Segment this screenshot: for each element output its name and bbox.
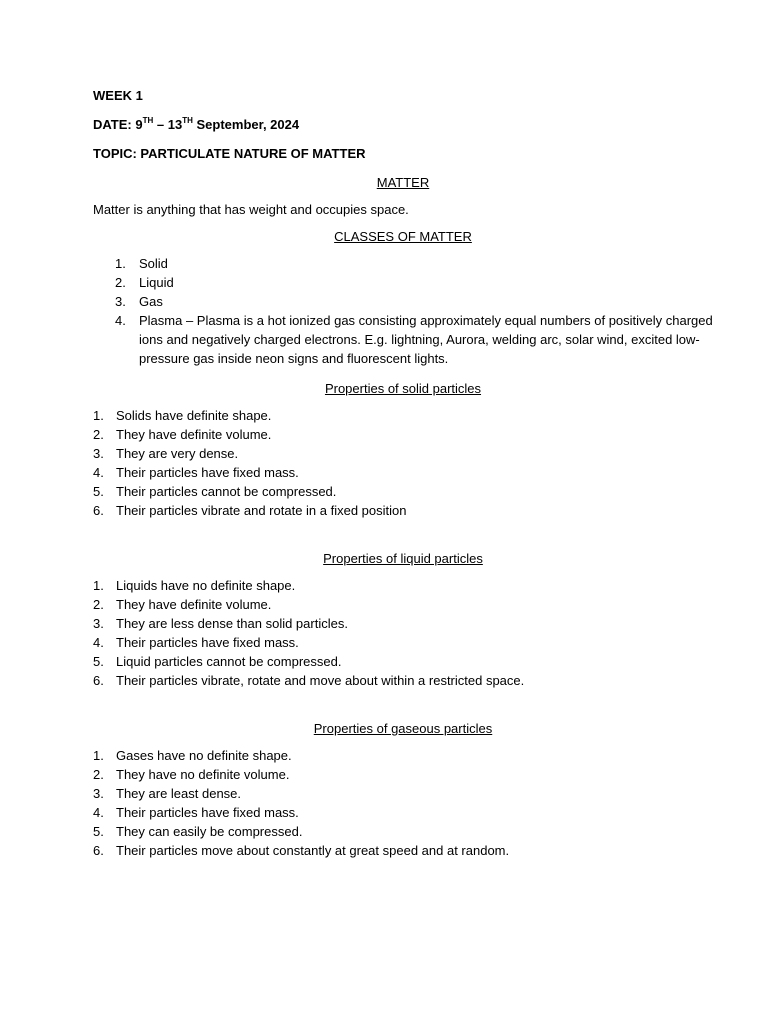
list-text: They are least dense. <box>116 786 242 801</box>
document-page <box>93 86 713 889</box>
list-number: 2. <box>115 275 126 290</box>
list-item <box>93 254 713 273</box>
list-number: 4. <box>93 465 104 480</box>
list-number: 1. <box>93 748 104 763</box>
list-number: 4. <box>93 635 104 650</box>
list-item <box>93 652 713 671</box>
list-item <box>93 765 713 784</box>
list-item <box>93 444 713 463</box>
date-heading <box>93 115 713 134</box>
list-text: Liquid <box>139 275 174 290</box>
classes-title: CLASSES OF MATTER <box>334 229 472 244</box>
date-prefix: DATE: 9 <box>93 117 143 132</box>
list-number: 2. <box>93 767 104 782</box>
list-number: 3. <box>93 446 104 461</box>
topic-heading: TOPIC: PARTICULATE NATURE OF MATTER <box>93 146 366 161</box>
list-text: They have no definite volume. <box>116 767 290 782</box>
list-number: 4. <box>115 313 126 328</box>
gas-properties-list <box>93 746 713 860</box>
list-item <box>93 425 713 444</box>
list-text: Their particles have fixed mass. <box>116 635 299 650</box>
list-number: 5. <box>93 484 104 499</box>
list-item <box>93 746 713 765</box>
liquid-properties-list <box>93 576 713 690</box>
list-number: 2. <box>93 427 104 442</box>
list-item <box>93 614 713 633</box>
list-number: 6. <box>93 673 104 688</box>
list-number: 5. <box>93 824 104 839</box>
list-text: Plasma – Plasma is a hot ionized gas consisting approximately equal numbers of positively charged ions and negatively charged electrons. E.g. lightning, Aurora, welding arc, solar wind, excited low-pressure gas inside neon signs and fluorescent lights. <box>139 313 713 366</box>
list-item <box>93 841 713 860</box>
list-number: 3. <box>93 786 104 801</box>
solid-properties-list <box>93 406 713 520</box>
list-text: They have definite volume. <box>116 597 272 612</box>
list-number: 1. <box>93 578 104 593</box>
list-number: 3. <box>93 616 104 631</box>
date-superscript-end: TH <box>182 115 193 125</box>
list-item <box>93 595 713 614</box>
list-item <box>93 463 713 482</box>
list-item <box>93 576 713 595</box>
list-number: 5. <box>93 654 104 669</box>
list-item <box>93 406 713 425</box>
list-text: Their particles vibrate and rotate in a fixed position <box>116 503 407 518</box>
list-text: Their particles move about constantly at great speed and at random. <box>116 843 510 858</box>
list-text: Gas <box>139 294 163 309</box>
list-item <box>93 292 713 311</box>
list-number: 4. <box>93 805 104 820</box>
list-number: 1. <box>93 408 104 423</box>
list-item <box>93 482 713 501</box>
list-text: Liquids have no definite shape. <box>116 578 296 593</box>
list-text: They are very dense. <box>116 446 239 461</box>
date-superscript-start: TH <box>142 115 154 125</box>
matter-title: MATTER <box>376 175 430 190</box>
list-item <box>93 784 713 803</box>
list-text: Solids have definite shape. <box>116 408 272 423</box>
list-item <box>93 671 713 690</box>
date-middle: – 13 <box>153 117 183 132</box>
matter-definition: Matter is anything that has weight and occupies space. <box>93 202 409 217</box>
list-item <box>93 311 713 368</box>
list-text: Their particles have fixed mass. <box>116 805 299 820</box>
list-item <box>93 822 713 841</box>
list-item <box>93 803 713 822</box>
list-text: Gases have no definite shape. <box>116 748 292 763</box>
list-number: 2. <box>93 597 104 612</box>
list-number: 6. <box>93 503 104 518</box>
date-suffix: September, 2024 <box>192 117 300 132</box>
list-text: They are less dense than solid particles. <box>116 616 348 631</box>
list-number: 1. <box>115 256 126 271</box>
gas-properties-title: Properties of gaseous particles <box>313 721 493 736</box>
list-text: Solid <box>139 256 168 271</box>
list-text: They can easily be compressed. <box>116 824 303 839</box>
list-item <box>93 501 713 520</box>
list-item <box>93 273 713 292</box>
list-text: Liquid particles cannot be compressed. <box>116 654 342 669</box>
classes-list <box>93 254 713 368</box>
list-text: They have definite volume. <box>116 427 272 442</box>
list-text: Their particles vibrate, rotate and move about within a restricted space. <box>116 673 525 688</box>
solid-properties-title: Properties of solid particles <box>324 381 482 396</box>
list-text: Their particles cannot be compressed. <box>116 484 337 499</box>
week-heading: WEEK 1 <box>93 88 143 103</box>
list-text: Their particles have fixed mass. <box>116 465 299 480</box>
liquid-properties-title: Properties of liquid particles <box>323 551 483 566</box>
list-item <box>93 633 713 652</box>
list-number: 3. <box>115 294 126 309</box>
list-number: 6. <box>93 843 104 858</box>
